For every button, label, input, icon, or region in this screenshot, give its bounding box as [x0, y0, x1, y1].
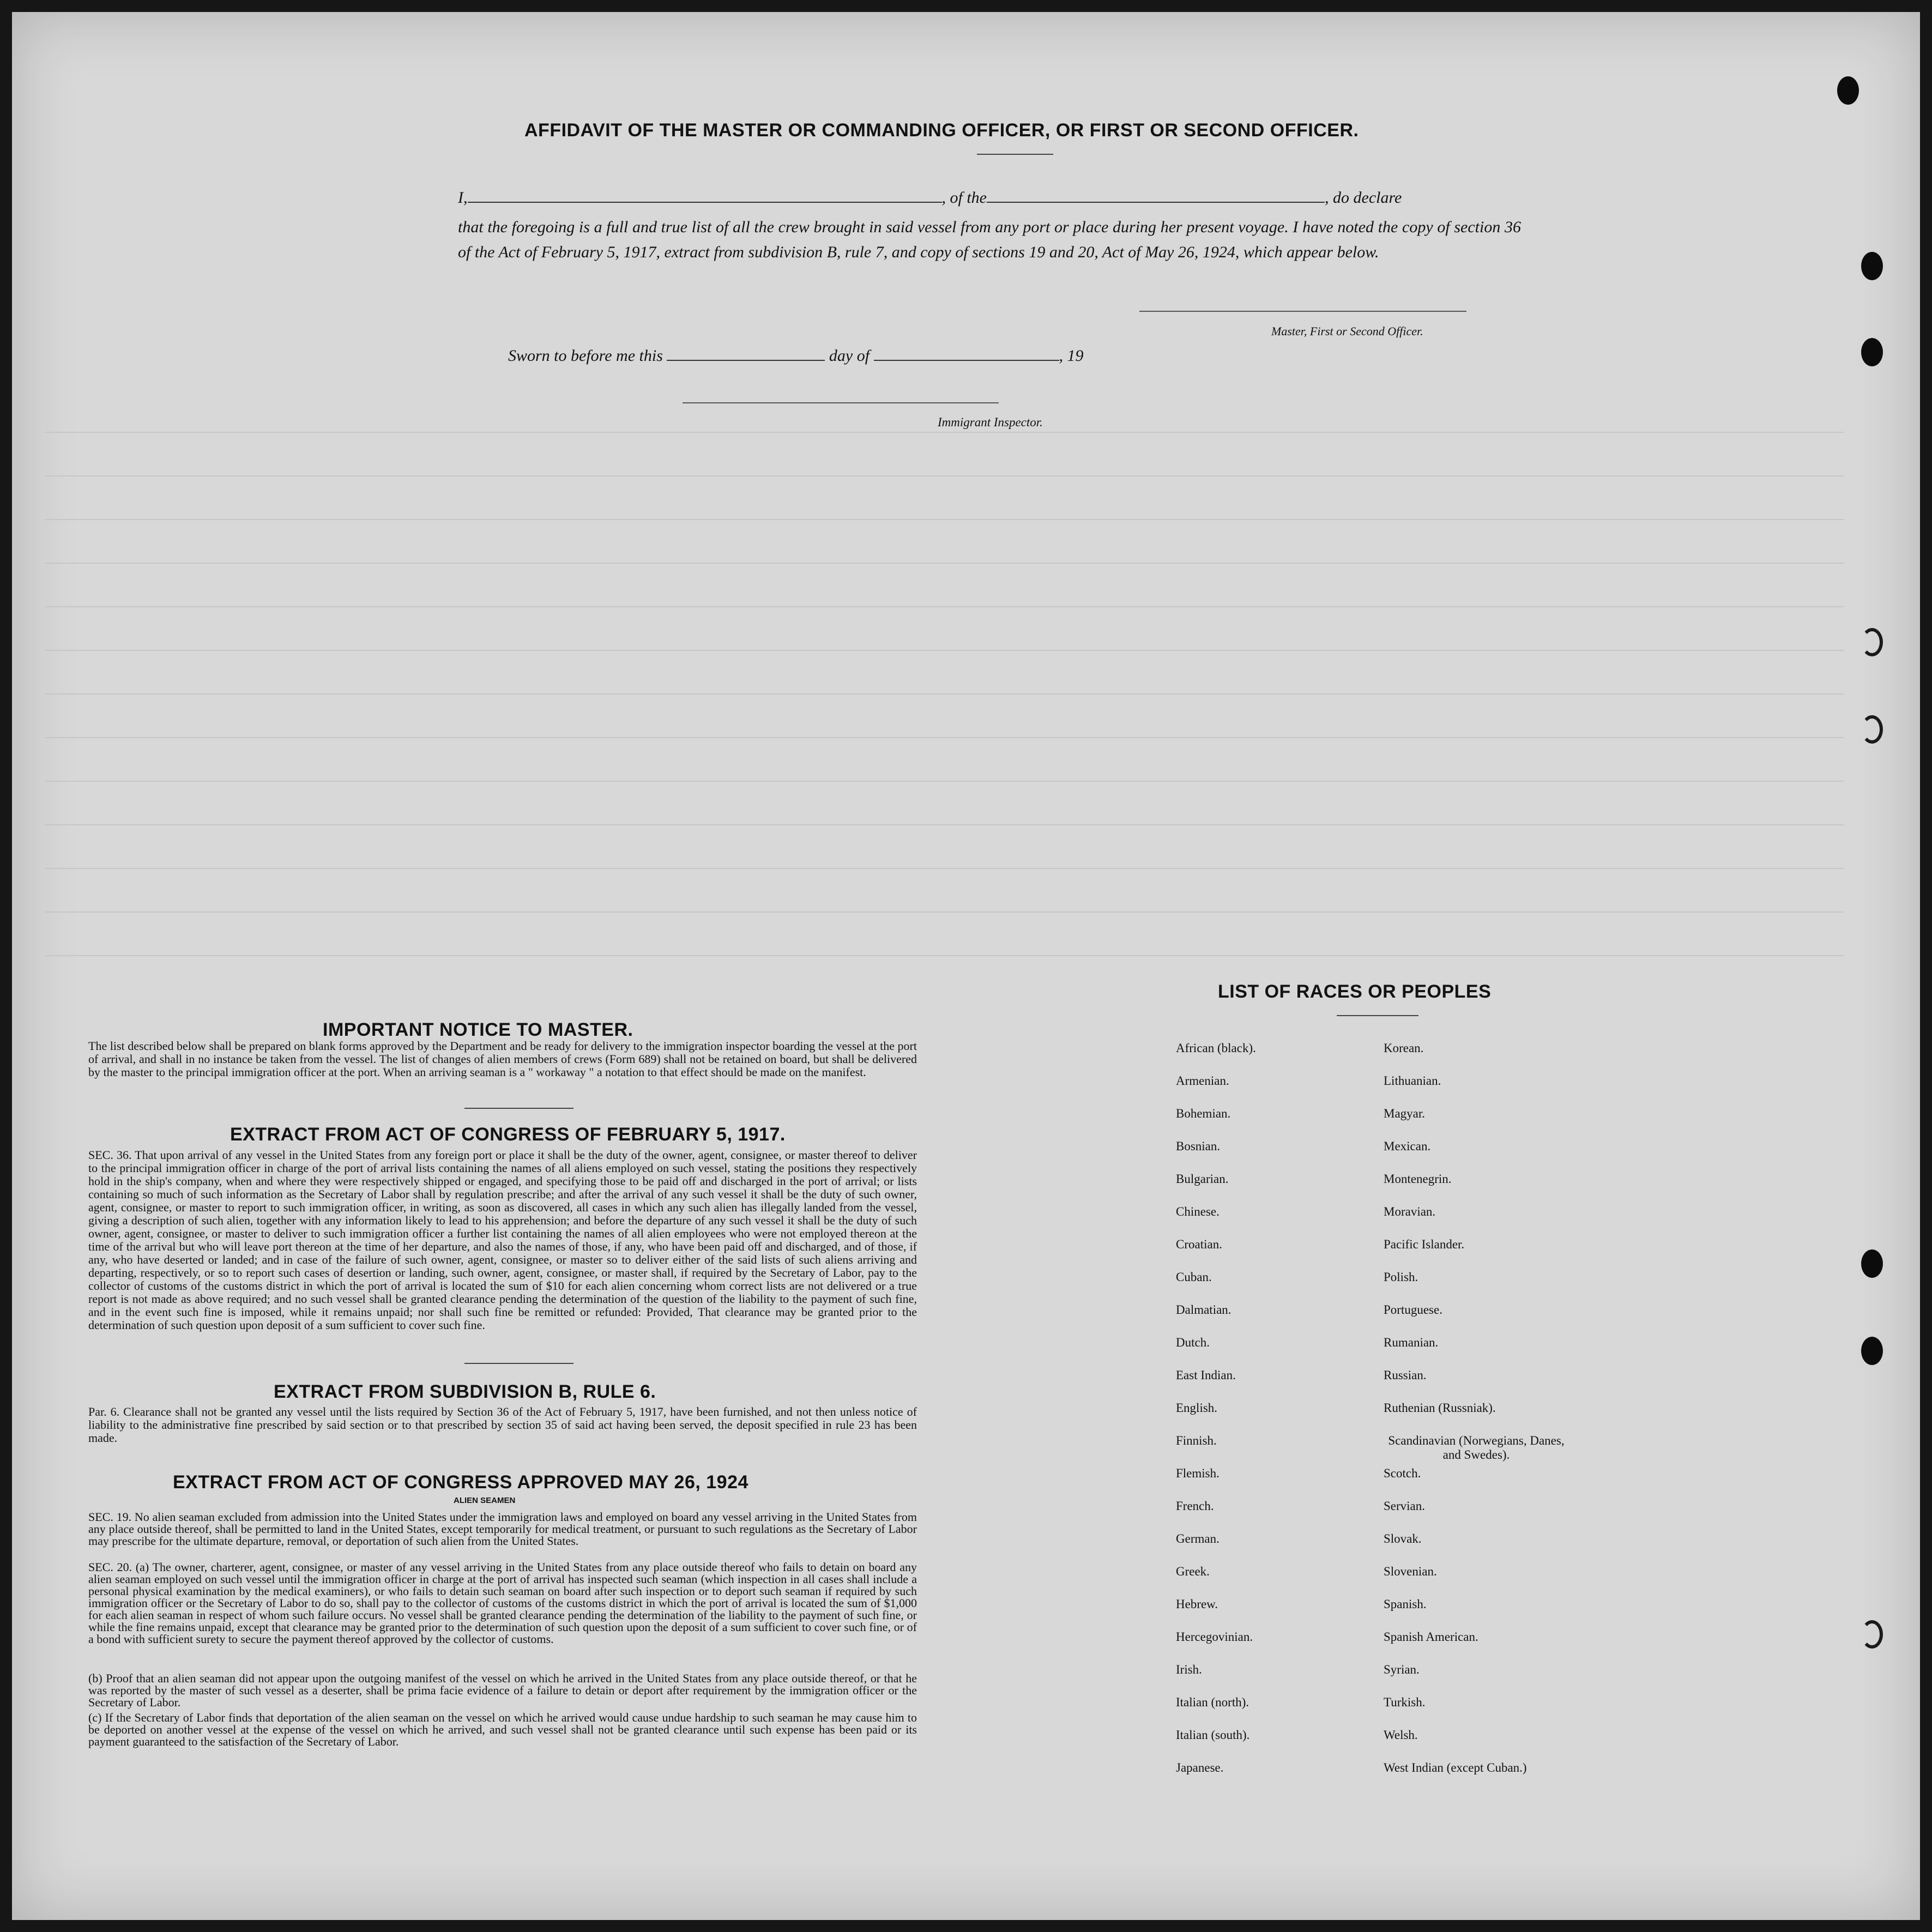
race-item: Cuban. [1176, 1270, 1212, 1284]
binder-hole [1861, 715, 1883, 744]
binder-hole [1861, 1337, 1883, 1365]
race-item: Dalmatian. [1176, 1303, 1231, 1317]
extract-1924-title: EXTRACT FROM ACT OF CONGRESS APPROVED MAY 26, 1924 [173, 1472, 748, 1493]
bleed-row [45, 693, 1844, 695]
race-item: Italian (north). [1176, 1695, 1249, 1709]
bleed-row [45, 737, 1844, 738]
race-item: Finnish. [1176, 1434, 1217, 1447]
race-item: Hebrew. [1176, 1597, 1218, 1611]
binder-hole [1861, 1249, 1883, 1278]
race-item: Polish. [1384, 1270, 1418, 1284]
extract-1924-subtitle: ALIEN SEAMEN [454, 1496, 516, 1505]
bleed-row [45, 781, 1844, 782]
sworn-day-blank [667, 346, 825, 361]
race-item: Rumanian. [1384, 1336, 1439, 1349]
binder-hole [1861, 252, 1883, 280]
race-item: Irish. [1176, 1663, 1202, 1676]
extract-1924-sec20b: (b) Proof that an alien seaman did not appear upon the outgoing manifest of the vessel on which he arrived in the United States from any place outside thereof, or that he was reported by the master of such vessel as a deserter, shall be prima facie evidence of a failure to detain or deport after requirement by the immigration officer or the Secretary of Labor. [88, 1671, 917, 1709]
races-title-rule [1337, 1015, 1418, 1016]
race-item: Portuguese. [1384, 1303, 1442, 1317]
race-item: Hercegovinian. [1176, 1630, 1253, 1644]
affidavit-of-the-label: , of the [941, 189, 987, 207]
extract-1924-sec20a: SEC. 20. (a) The owner, charterer, agent, consignee, or master of any vessel arriving in the United States from any place outside thereof who fails to detain on board any alien seaman employed on such vessel until the immigration officer in charge at the port of arrival has inspected such seaman (which inspection in all cases shall include a personal physical examination by the medical examiners), or who fails to detain such seaman on board after such inspection or to deport such seaman if required by such immigration officer or the Secretary of Labor to do so, shall pay to the collector of customs of the customs district in which the port of arrival is located the sum of $1,000 for each alien seaman in respect of whom such failure occurs. No vessel shall be granted clearance pending the determination of the liability to the payment of such fine, or while the fine remains unpaid, except that clearance may be granted prior to the determination of such question upon the deposit of a sum sufficient to cover such fine, or of a bond with sufficient surety to secure the payment thereof approved by the collector of customs. [88, 1560, 917, 1646]
race-item: Scandinavian (Norwegians, Danes, and Swedes). [1388, 1434, 1565, 1462]
affidavit-declaration-line [458, 188, 1402, 207]
race-item: Lithuanian. [1384, 1074, 1441, 1088]
race-item: Slovak. [1384, 1532, 1422, 1545]
sworn-prefix: Sworn to before me this [508, 347, 663, 365]
master-signature-caption: Master, First or Second Officer. [1271, 324, 1423, 338]
race-item: Greek. [1176, 1565, 1210, 1578]
extract-rule6-body: Par. 6. Clearance shall not be granted any vessel until the lists required by Section 36 of the Act of February 5, 1917, have been furnished, and not then unless notice of liability to the administrative fine prescribed by said section or to that prescribed by section 35 of said act having been served, the deposit specified in rule 23 has been made. [88, 1405, 917, 1445]
binder-hole [1861, 1620, 1883, 1649]
bleed-row [45, 824, 1844, 825]
race-item: Flemish. [1176, 1466, 1219, 1480]
extract-1917-rule [464, 1363, 573, 1364]
bleed-row [45, 868, 1844, 869]
affidavit-title-rule [977, 154, 1053, 155]
notice-body: The list described below shall be prepared on blank forms approved by the Department and be ready for delivery to the immigration inspector boarding the vessel at the port of arrival, and shall in no instance be taken from the vessel. The list of changes of alien members of crews (Form 689) shall not be retained on board, but shall be delivered by the master to the principal immigration officer at the port. When an arriving seaman is a " workaway " a notation to that effect should be made on the manifest. [88, 1039, 917, 1079]
notice-title: IMPORTANT NOTICE TO MASTER. [323, 1019, 633, 1040]
affidavit-body: that the foregoing is a full and true list of all the crew brought in said vessel from any port or place during her present voyage. I have noted the copy of section 36 of the Act of February 5, 1917, extract from subdivision B, rule 7, and copy of sections 19 and 20, Act of May 26, 1924, which appear below. [458, 218, 1521, 261]
bleed-row [45, 955, 1844, 956]
notice-rule [464, 1108, 573, 1109]
race-item: West Indian (except Cuban.) [1384, 1761, 1527, 1774]
race-item: Croatian. [1176, 1237, 1222, 1251]
race-item: Korean. [1384, 1041, 1424, 1055]
race-item: Slovenian. [1384, 1565, 1437, 1578]
bleed-row [45, 650, 1844, 651]
extract-rule6-title: EXTRACT FROM SUBDIVISION B, RULE 6. [274, 1381, 656, 1402]
bleed-row [45, 519, 1844, 520]
race-item: East Indian. [1176, 1368, 1236, 1382]
race-item: Italian (south). [1176, 1728, 1250, 1742]
inspector-signature-line [683, 402, 999, 403]
bleed-row [45, 563, 1844, 564]
extract-1924-sec20c: (c) If the Secretary of Labor finds that deportation of the alien seaman on the vessel on which he arrived would cause undue hardship to such seaman he may cause him to be deported on another vessel at the expense of the vessel on which he arrived, and such vessel shall not be granted clearance until such expense has been paid or its payment guaranteed to the satisfaction of the Secretary of Labor. [88, 1711, 917, 1748]
sworn-month-blank [874, 346, 1059, 361]
race-item: Turkish. [1384, 1695, 1426, 1709]
race-item: Russian. [1384, 1368, 1427, 1382]
binder-hole [1861, 628, 1883, 656]
sworn-line [508, 346, 1084, 365]
bleed-row [45, 432, 1844, 433]
affidavit-title: AFFIDAVIT OF THE MASTER OR COMMANDING OFFICER, OR FIRST OR SECOND OFFICER. [524, 120, 1359, 141]
extract-1917-body: SEC. 36. That upon arrival of any vessel in the United States from any foreign port or place it shall be the duty of the owner, agent, consignee, or master thereof to deliver to the principal immigration officer in charge of the port of arrival lists containing the names of all aliens employed on such vessel, stating the positions they respectively hold in the ship's company, when and where they were respectively shipped or engaged, and specifying those to be paid off and discharged in the port of arrival; or lists containing so much of such information as the Secretary of Labor shall by regulation prescribe; and after the arrival of any such vessel it shall be the duty of such owner, agent, consignee, or master to report to such immigration officer, in writing, as soon as discovered, all cases in which any such alien has illegally landed from the vessel, giving a description of such alien, together with any information likely to lead to his apprehension; and before the departure of any such vessel it shall be the duty of such owner, agent, consignee, or master to deliver to such immigration officer a further list containing the names of all alien employees who were not employed thereon at the time of the arrival but who will leave port thereon at the time of her departure, and also the names of those, if any, who have been paid off and discharged, and of those, if any, who have deserted or landed; and in case of the failure of such owner, agent, consignee, or master so to deliver either of the said lists of such aliens arriving and departing, respectively, or so to report such cases of desertion or landing, such owner, agent, consignee, or master shall, if required by the Secretary of Labor, pay to the collector of customs of the customs district in which the port of arrival is located the sum of $10 for each alien concerning whom correct lists are not delivered or a true report is not made as above required; and no such vessel shall be granted clearance pending the determination of the question of the liability to the payment of such fine, and in the event such fine is imposed, while it remains unpaid; nor shall such fine be remitted or refunded: Provided, That clearance may be granted prior to the determination of such question upon deposit of a sum sufficient to cover such fine. [88, 1148, 917, 1332]
race-item: Bulgarian. [1176, 1172, 1229, 1186]
sworn-day-label: day of [829, 347, 870, 365]
race-item: Pacific Islander. [1384, 1237, 1465, 1251]
affidavit-declare-label: , do declare [1325, 189, 1402, 207]
document-sheet [12, 12, 1920, 1920]
race-item: Spanish. [1384, 1597, 1427, 1611]
race-item: Syrian. [1384, 1663, 1420, 1676]
inspector-caption: Immigrant Inspector. [938, 415, 1043, 429]
race-item: Spanish American. [1384, 1630, 1478, 1644]
race-item: Ruthenian (Russniak). [1384, 1401, 1496, 1415]
race-item: Chinese. [1176, 1205, 1219, 1218]
race-item: African (black). [1176, 1041, 1256, 1055]
race-item: Mexican. [1384, 1139, 1431, 1153]
race-item: Dutch. [1176, 1336, 1210, 1349]
race-item: Bohemian. [1176, 1107, 1231, 1120]
extract-1924-sec19: SEC. 19. No alien seaman excluded from admission into the United States under the immigration laws and employed on board any vessel arriving in the United States from any place outside thereof, shall be permitted to land in the United States, except temporarily for medical treatment, or pursuant to such regulations as the Secretary of Labor may prescribe for the ultimate departure, removal, or deportation of such alien from the United States. [88, 1510, 917, 1548]
bleed-row [45, 475, 1844, 476]
race-item: Welsh. [1384, 1728, 1418, 1742]
race-item: French. [1176, 1499, 1214, 1513]
race-item: Magyar. [1384, 1107, 1426, 1120]
bleed-row [45, 606, 1844, 607]
name-blank [468, 188, 942, 203]
race-item: Armenian. [1176, 1074, 1229, 1088]
race-item: Montenegrin. [1384, 1172, 1452, 1186]
races-title: LIST OF RACES OR PEOPLES [1218, 981, 1492, 1002]
race-item: English. [1176, 1401, 1218, 1415]
race-item: Bosnian. [1176, 1139, 1221, 1153]
race-item: Servian. [1384, 1499, 1426, 1513]
master-signature-line [1139, 311, 1466, 312]
race-item: Moravian. [1384, 1205, 1436, 1218]
vessel-blank [987, 188, 1325, 203]
extract-1917-title: EXTRACT FROM ACT OF CONGRESS OF FEBRUARY 5, 1917. [230, 1124, 786, 1145]
bleed-row [45, 911, 1844, 913]
race-item: Japanese. [1176, 1761, 1224, 1774]
race-item: German. [1176, 1532, 1219, 1545]
binder-hole [1861, 338, 1883, 366]
race-item: Scotch. [1384, 1466, 1421, 1480]
binder-hole [1837, 76, 1859, 105]
sworn-year-label: , 19 [1059, 347, 1084, 365]
affidavit-i-label: I, [458, 189, 468, 207]
